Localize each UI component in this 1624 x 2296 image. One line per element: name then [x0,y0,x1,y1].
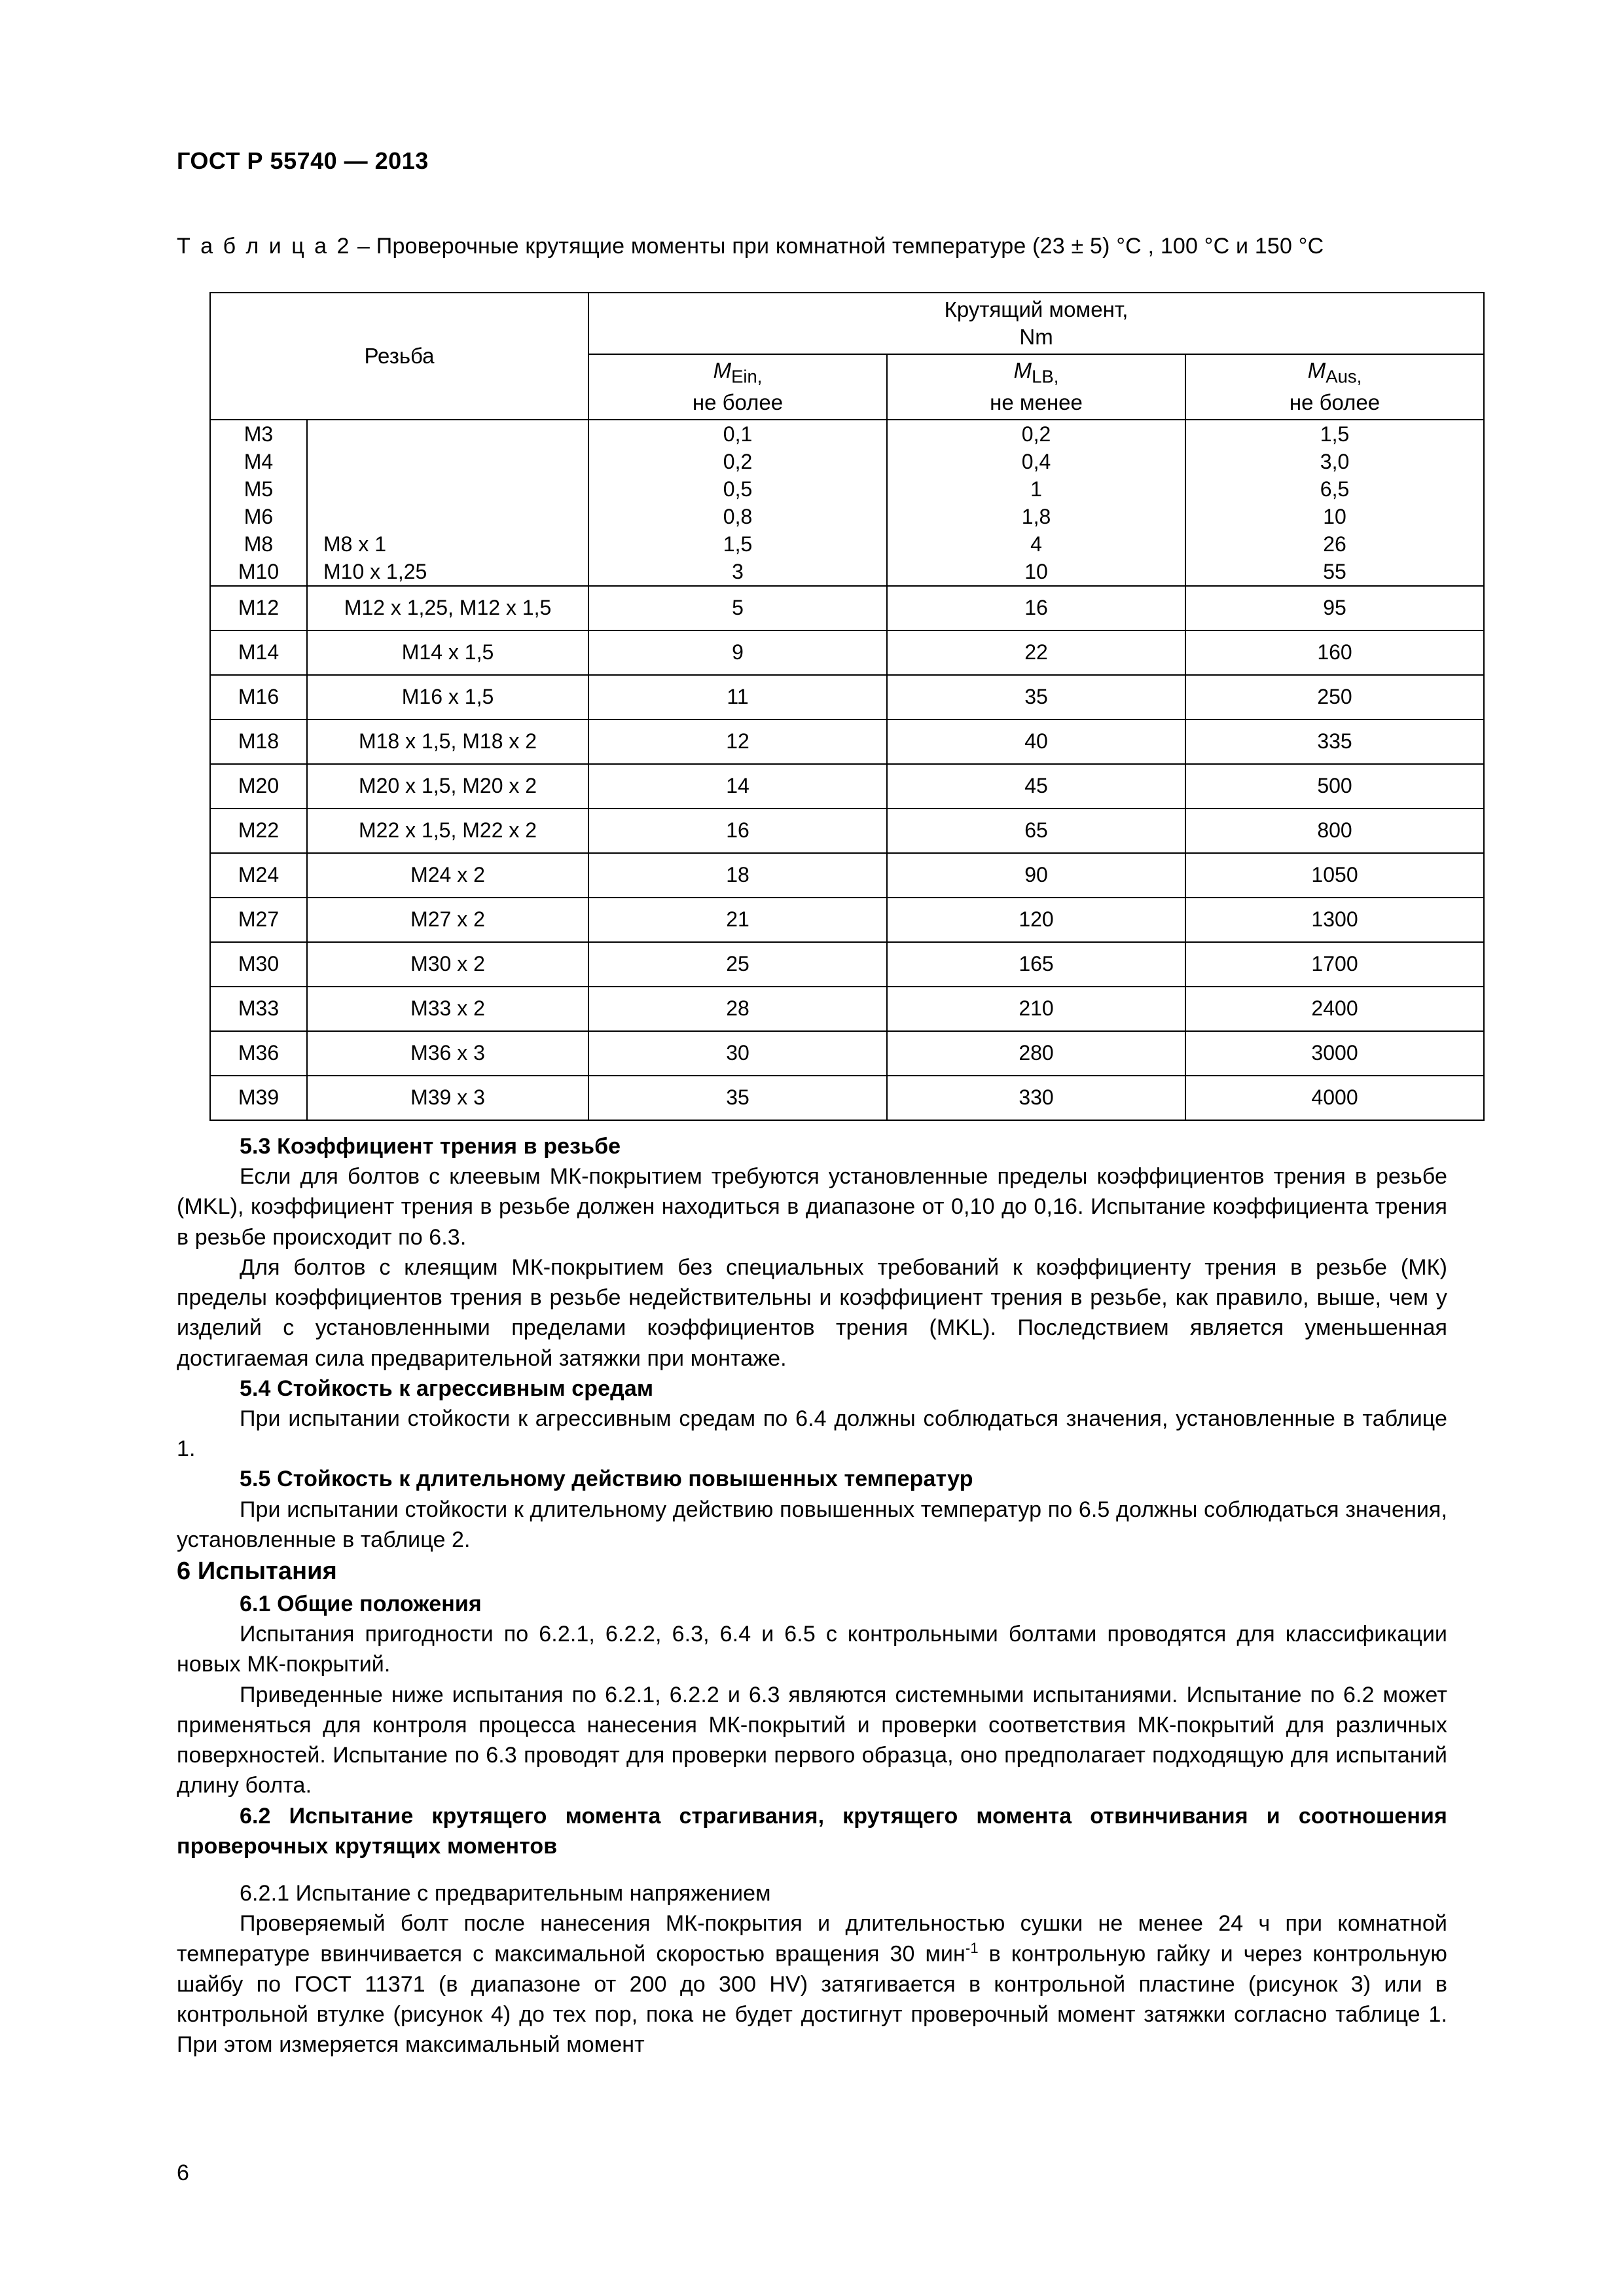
cell-thread: M6 [244,504,274,528]
header-torque-line2: Nm [1019,324,1053,349]
table-row [210,586,1484,630]
cell-thread-fine: M27 x 2 [307,898,588,942]
paragraph-5-5: При испытании стойкости к длительному действию повышенных температур по 6.5 должны соблюдаться значения, установленные в таблице 2. [177,1497,1447,1552]
cell-value: 1,5 [723,532,753,556]
header-thread: Резьба [210,293,588,420]
cell-value: 4 [1030,532,1042,556]
cell-value: 16 [887,586,1185,630]
cell-thread-fine [323,475,588,503]
cell-value: 35 [588,1076,887,1120]
page-number: 6 [177,2160,189,2185]
cell-thread: M10 [238,559,280,583]
cell-value: 21 [588,898,887,942]
torque-table [209,292,1485,1121]
cell-value: 250 [1185,675,1484,720]
header-mein-note: не более [692,390,784,414]
header-maus [1185,354,1484,420]
header-mlb [887,354,1185,420]
cell-value: 12 [588,720,887,764]
cell-value: 3,0 [1320,449,1350,473]
cell-value: 35 [887,675,1185,720]
cell-value: 3000 [1185,1031,1484,1076]
header-torque-line1: Крутящий момент, [944,297,1128,321]
table-row [210,987,1484,1031]
cell-thread-fine: M39 x 3 [307,1076,588,1120]
header-mlb-subscript: LB, [1032,366,1059,387]
header-maus-note: не более [1289,390,1380,414]
cell-value: 65 [887,809,1185,853]
cell-value: 210 [887,987,1185,1031]
table-row [210,853,1484,898]
cell-value: 28 [588,987,887,1031]
group-mein [588,420,887,586]
cell-value: 1050 [1185,853,1484,898]
cell-value: 330 [887,1076,1185,1120]
cell-value: 25 [588,942,887,987]
cell-value: 1700 [1185,942,1484,987]
cell-thread-fine: M18 x 1,5, M18 x 2 [307,720,588,764]
table-row [210,1076,1484,1120]
cell-value: 30 [588,1031,887,1076]
cell-value: 3 [732,559,744,583]
cell-thread: M5 [244,477,274,501]
cell-value: 14 [588,764,887,809]
header-mlb-note: не менее [990,390,1083,414]
cell-value: 2400 [1185,987,1484,1031]
cell-value: 160 [1185,630,1484,675]
cell-thread: M12 [210,586,307,630]
paragraph-5-4: При испытании стойкости к агрессивным средам по 6.4 должны соблюдаться значения, установленные в таблице 1. [177,1406,1447,1462]
cell-thread: M18 [210,720,307,764]
cell-value: 10 [1024,559,1048,583]
paragraph-6-2-1-part-a: Проверяемый болт после нанесения МК-покрытия и длительностью сушки не менее 24 ч при комнатной температуре ввинчивается с максимальной скоростью вращения 30 мин [177,1911,1447,1967]
cell-thread-fine: M10 x 1,25 [323,559,427,583]
cell-thread: M27 [210,898,307,942]
cell-value: 55 [1323,559,1346,583]
cell-value: 16 [588,809,887,853]
cell-value: 0,4 [1021,449,1051,473]
cell-value: 10 [1323,504,1346,528]
cell-value: 0,2 [723,449,753,473]
cell-thread: M4 [244,449,274,473]
cell-value: 95 [1185,586,1484,630]
table-row [210,942,1484,987]
cell-value: 11 [588,675,887,720]
table-caption [177,231,1447,262]
group-maus [1185,420,1484,586]
cell-value: 4000 [1185,1076,1484,1120]
heading-5-3: 5.3 Коэффициент трения в резьбе [240,1133,621,1159]
cell-thread: M30 [210,942,307,987]
cell-thread-fine: M36 x 3 [307,1031,588,1076]
cell-value: 22 [887,630,1185,675]
cell-value: 0,2 [1021,422,1051,446]
cell-value: 0,8 [723,504,753,528]
cell-thread-fine: M16 x 1,5 [307,675,588,720]
heading-6-1: 6.1 Общие положения [240,1591,482,1616]
header-torque [588,293,1484,354]
cell-value: 1,8 [1021,504,1051,528]
paragraph-6-2-1-part-b: в контрольную гайку и через контрольную шайбу по ГОСТ 11371 (в диапазоне от 200 до 300 HV) затягивается в контрольной пластине (рисунок 3) или в контрольной втулке (рисунок 4) до тех пор, пока не будет достигнут проверочный момент затяжки согласно таблице 1. При этом измеряется максимальный момент [177,1941,1447,2058]
cell-value: 6,5 [1320,477,1350,501]
paragraph-6-1-2: Приведенные ниже испытания по 6.2.1, 6.2.2 и 6.3 являются системными испытаниями. Испытание по 6.2 может применяться для контроля процесса нанесения МК-покрытий и проверки соответствия МК-покрытий для различных поверхностей. Испытание по 6.3 проводят для проверки первого образца, оно предполагает подходящую для испытаний длину болта. [177,1682,1447,1798]
table-header-row-1 [210,293,1484,354]
cell-value: 1300 [1185,898,1484,942]
cell-thread-fine: M30 x 2 [307,942,588,987]
heading-5-5: 5.5 Стойкость к длительному действию повышенных температур [240,1467,973,1492]
cell-thread: M36 [210,1031,307,1076]
cell-value: 1 [1030,477,1042,501]
header-mein-subscript: Ein, [731,366,763,387]
table-caption-label: Т а б л и ц а 2 [177,234,352,259]
paragraph-5-3-2: Для болтов с клеящим МК-покрытием без специальных требований к коэффициенту трения в резьбе (МК) пределы коэффициентов трения в резьбе недействительны и коэффициент трения в резьбе, как правило, выше, чем у изделий с установленными пределами коэффициентов трения (MKL). Последствием является уменьшенная достигаемая сила предварительной затяжки при монтаже. [177,1254,1447,1371]
heading-section-6: 6 Испытания [177,1558,337,1586]
cell-thread: M20 [210,764,307,809]
cell-thread: M33 [210,987,307,1031]
cell-thread-fine: M12 x 1,25, M12 x 1,5 [307,586,588,630]
cell-value: 800 [1185,809,1484,853]
cell-value: 120 [887,898,1185,942]
cell-value: 45 [887,764,1185,809]
cell-value: 40 [887,720,1185,764]
cell-thread-fine [323,448,588,475]
cell-value: 0,5 [723,477,753,501]
header-mein [588,354,887,420]
header-mein-symbol: M [713,358,732,383]
table-row [210,898,1484,942]
cell-thread-fine: M8 x 1 [323,532,387,556]
paragraph-5-3-1: Если для болтов с клеевым МК-покрытием требуются установленные пределы коэффициентов трения в резьбе (MKL), коэффициент трения в резьбе должен находиться в диапазоне от 0,10 до 0,16. Испытание коэффициента трения в резьбе происходит по 6.3. [177,1164,1447,1250]
cell-thread: M3 [244,422,274,446]
table-row [210,720,1484,764]
table-row [210,1031,1484,1076]
cell-thread: M22 [210,809,307,853]
cell-thread-fine [323,420,588,448]
cell-value: 500 [1185,764,1484,809]
cell-thread: M8 [244,532,274,556]
header-mlb-symbol: M [1013,358,1032,383]
cell-value: 9 [588,630,887,675]
heading-5-4: 5.4 Стойкость к агрессивным средам [240,1376,654,1401]
table-caption-text: – Проверочные крутящие моменты при комнатной температуре (23 ± 5) °C , 100 °C и 150 °C [351,234,1324,259]
cell-thread-fine: M24 x 2 [307,853,588,898]
cell-thread-fine [323,503,588,530]
rpm-exponent: -1 [965,1940,979,1957]
document-body [177,1131,1447,2060]
cell-thread: M14 [210,630,307,675]
header-maus-symbol: M [1307,358,1326,383]
cell-value: 5 [588,586,887,630]
table-row [210,675,1484,720]
heading-6-2-1: 6.2.1 Испытание с предварительным напряжением [240,1880,771,1906]
table-row-group-small [210,420,1484,586]
cell-value: 0,1 [723,422,753,446]
cell-value: 1,5 [1320,422,1350,446]
cell-thread-fine: M22 x 1,5, M22 x 2 [307,809,588,853]
cell-value: 26 [1323,532,1346,556]
header-maus-subscript: Aus, [1326,366,1362,387]
paragraph-6-2-1 [177,1908,1447,2060]
cell-thread: M16 [210,675,307,720]
cell-value: 18 [588,853,887,898]
heading-6-2: 6.2 Испытание крутящего момента страгивания, крутящего момента отвинчивания и соотношения проверочных крутящих моментов [177,1803,1447,1859]
cell-thread: M39 [210,1076,307,1120]
cell-thread: M24 [210,853,307,898]
table-row [210,809,1484,853]
page-header-standard: ГОСТ Р 55740 — 2013 [177,147,429,174]
cell-value: 165 [887,942,1185,987]
group-threads-col2 [307,420,588,586]
table-row [210,630,1484,675]
cell-value: 280 [887,1031,1185,1076]
table-row [210,764,1484,809]
cell-thread-fine: M33 x 2 [307,987,588,1031]
cell-value: 90 [887,853,1185,898]
group-threads-col1 [210,420,307,586]
paragraph-6-1-1: Испытания пригодности по 6.2.1, 6.2.2, 6.3, 6.4 и 6.5 с контрольными болтами проводятся для классификации новых МК-покрытий. [177,1622,1447,1677]
cell-thread-fine: M14 x 1,5 [307,630,588,675]
cell-thread-fine: M20 x 1,5, M20 x 2 [307,764,588,809]
cell-value: 335 [1185,720,1484,764]
group-mlb [887,420,1185,586]
